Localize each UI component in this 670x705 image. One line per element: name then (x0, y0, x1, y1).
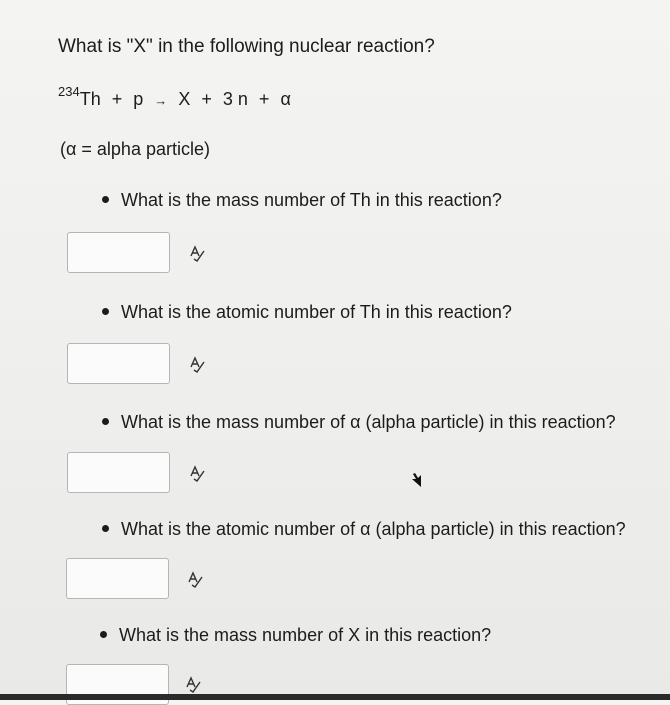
alpha-note: (α = alpha particle) (60, 139, 210, 159)
part-1-text: What is the mass number of Th in this reaction? (121, 190, 502, 210)
part-3-prompt (102, 412, 616, 433)
part-4-text: What is the atomic number of α (alpha particle) in this reaction? (121, 519, 626, 539)
part-1-prompt (102, 190, 502, 211)
spellcheck-icon[interactable] (188, 356, 206, 374)
screen-bottom-edge (0, 694, 670, 700)
part-3-answer-input[interactable] (67, 452, 170, 493)
part-3-text: What is the mass number of α (alpha particle) in this reaction? (121, 412, 616, 432)
bullet-icon (102, 196, 109, 203)
mouse-cursor-icon (410, 472, 424, 488)
bullet-icon (102, 418, 109, 425)
plus-sign: + (201, 89, 212, 109)
bullet-icon (102, 525, 109, 532)
part-4-prompt (102, 519, 626, 540)
spellcheck-icon[interactable] (188, 245, 206, 263)
reactant-element: Th (79, 89, 101, 109)
alpha-symbol: α (280, 89, 291, 109)
mass-number-superscript: 234 (58, 84, 80, 99)
spellcheck-icon[interactable] (184, 676, 202, 694)
question-title: What is "X" in the following nuclear reaction? (58, 36, 435, 57)
plus-sign: + (258, 89, 270, 109)
part-5-text: What is the mass number of X in this reaction? (119, 625, 492, 645)
part-4-answer-input[interactable] (66, 558, 169, 599)
bullet-icon (100, 631, 107, 638)
bullet-icon (102, 308, 109, 315)
spellcheck-icon[interactable] (186, 571, 204, 589)
part-1-answer-input[interactable] (67, 232, 170, 273)
plus-sign: + (111, 89, 123, 109)
part-2-text: What is the atomic number of Th in this reaction? (121, 302, 512, 322)
reaction-arrow: → (154, 93, 168, 108)
product-x: X (178, 89, 191, 109)
neutrons-symbol: 3 n (222, 89, 248, 109)
part-2-prompt (102, 302, 512, 323)
nuclear-reaction-equation (58, 86, 291, 110)
part-2-answer-input[interactable] (67, 343, 170, 384)
part-5-prompt (100, 625, 491, 646)
spellcheck-icon[interactable] (188, 465, 206, 483)
proton-symbol: p (133, 89, 144, 109)
